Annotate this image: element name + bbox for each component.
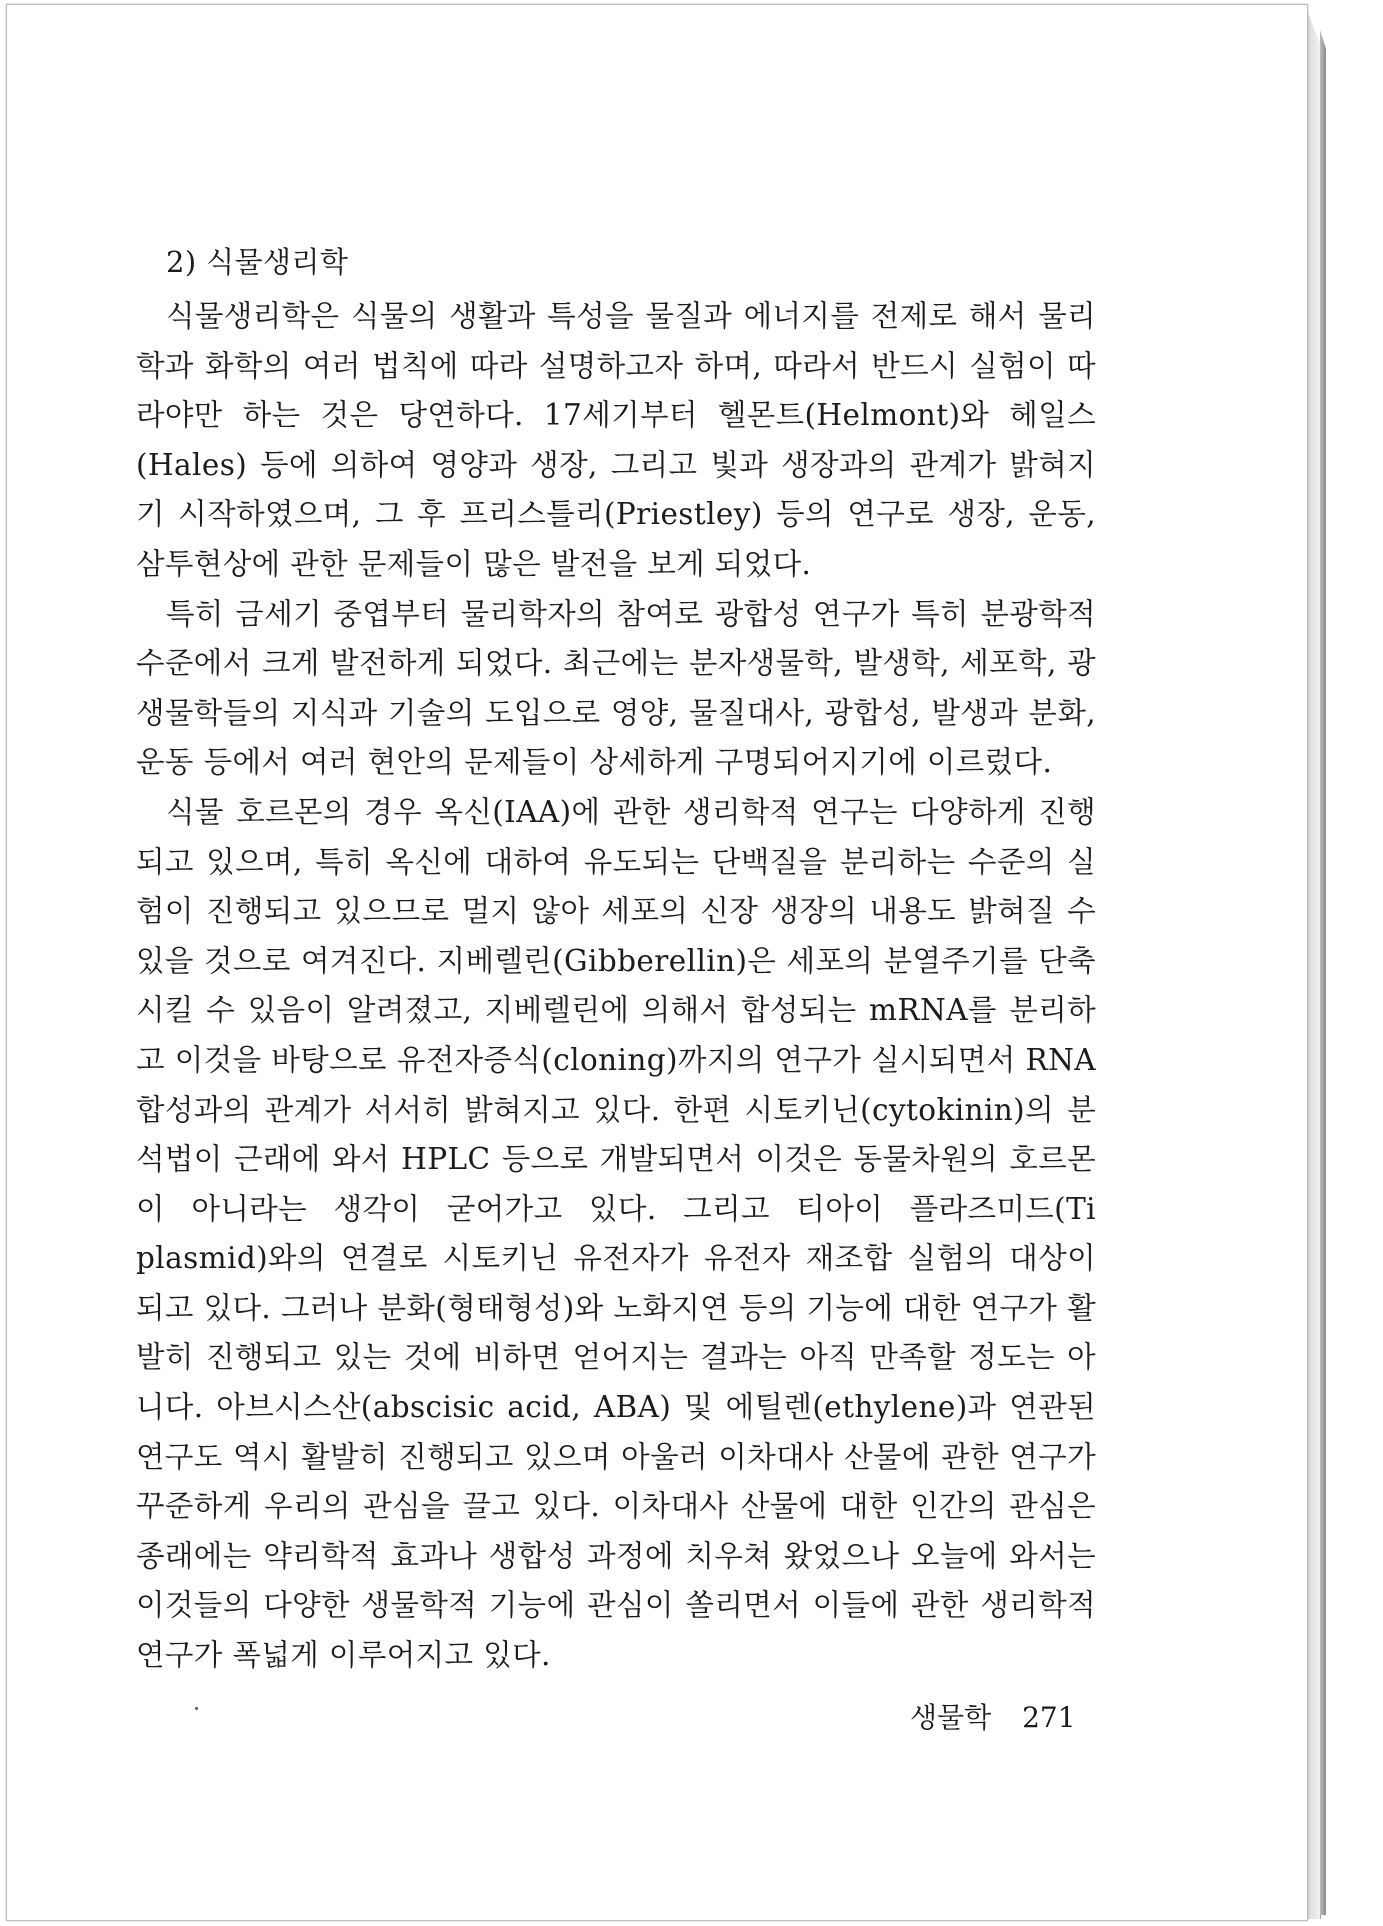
page-stack-edge — [1306, 8, 1321, 1919]
page-footer — [910, 1696, 1076, 1736]
page-stack-shadow — [1320, 30, 1326, 1915]
main-text — [136, 232, 1096, 1681]
section-heading: 2) 식물생리학 — [166, 245, 349, 279]
paragraph-2: 특히 금세기 중엽부터 물리학자의 참여로 광합성 연구가 특히 분광학적 수준에서 크게 발전하게 되었다. 최근에는 분자생물학, 발생학, 세포학, 광생물학들의 지식과 기술의 도입으로 영양, 물질대사, 광합성, 발생과 분화, 운동 등에서 여러 현안의 문제들이 상세하게 구명되어지기에 이르렀다. — [136, 596, 1096, 780]
page-number: 271 — [1022, 1701, 1076, 1734]
paragraph-3: 식물 호르몬의 경우 옥신(IAA)에 관한 생리학적 연구는 다양하게 진행되고 있으며, 특히 옥신에 대하여 유도되는 단백질을 분리하는 수준의 실험이 진행되고 있으므로 멀지 않아 세포의 신장 생장의 내용도 밝혀질 수 있을 것으로 여겨진다. 지베렐린(Gibberellin)은 세포의 분열주기를 단축시킬 수 있음이 알려졌고, 지베렐린에 의해서 합성되는 mRNA를 분리하고 이것을 바탕으로 유전자증식(cloning)까지의 연구가 실시되면서 RNA 합성과의 관계가 서서히 밝혀지고 있다. 한편 시토키닌(cytokinin)의 분석법이 근래에 와서 HPLC 등으로 개발되면서 이것은 동물차원의 호르몬이 아니라는 생각이 굳어가고 있다. 그리고 티아이 플라즈미드(Ti plasmid)와의 연결로 시토키닌 유전자가 유전자 재조합 실험의 대상이 되고 있다. 그러나 분화(형태형성)와 노화지연 등의 기능에 대한 연구가 활발히 진행되고 있는 것에 비하면 얻어지는 결과는 아직 만족할 정도는 아니다. 아브시스산(abscisic acid, ABA) 및 에틸렌(ethylene)과 연관된 연구도 역시 활발히 진행되고 있으며 아울러 이차대사 산물에 관한 연구가 꾸준하게 우리의 관심을 끌고 있다. 이차대사 산물에 대한 인간의 관심은 종래에는 약리학적 효과나 생합성 과정에 치우쳐 왔었으나 오늘에 와서는 이것들의 다양한 생물학적 기능에 관심이 쏠리면서 이들에 관한 생리학적 연구가 폭넓게 이루어지고 있다. — [136, 794, 1096, 1673]
running-title: 생물학 — [910, 1701, 992, 1734]
paragraph-1: 식물생리학은 식물의 생활과 특성을 물질과 에너지를 전제로 해서 물리학과 화학의 여러 법칙에 따라 설명하고자 하며, 따라서 반드시 실험이 따라야만 하는 것은 당연하다. 17세기부터 헬몬트(Helmont)와 헤일스(Hales) 등에 의하여 영양과 생장, 그리고 빛과 생장과의 관계가 밝혀지기 시작하였으며, 그 후 프리스틀리(Priestley) 등의 연구로 생장, 운동, 삼투현상에 관한 문제들이 많은 발전을 보게 되었다. — [136, 299, 1096, 581]
scan-speck — [195, 1707, 198, 1710]
